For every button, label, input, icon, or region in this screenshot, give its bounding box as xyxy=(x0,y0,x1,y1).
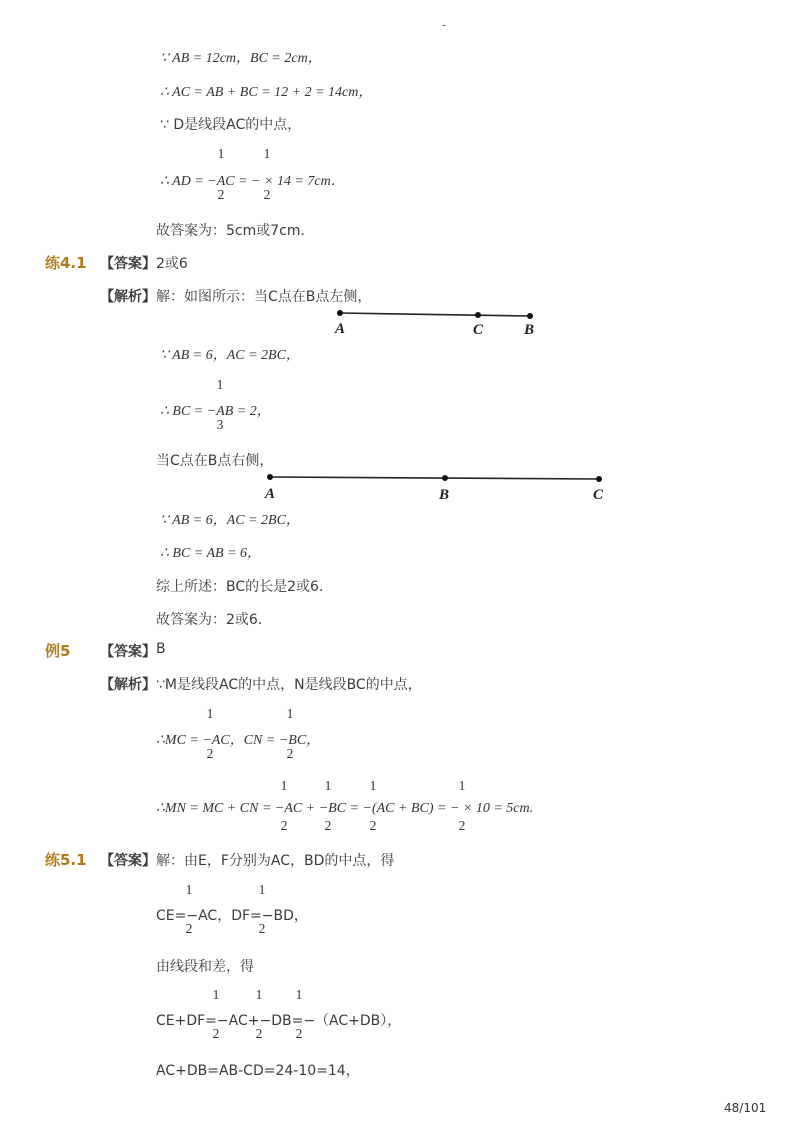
fraction-numerator: 1 xyxy=(217,146,225,161)
fraction-denominator: 2 xyxy=(255,1026,263,1041)
fraction-numerator: 1 xyxy=(369,778,377,793)
page-number: 48/101 xyxy=(724,1101,767,1115)
fraction-numerator: 1 xyxy=(185,882,193,897)
fraction-numerator: 1 xyxy=(258,882,266,897)
analysis-tag: 【解析】 xyxy=(100,677,156,693)
answer-value: B xyxy=(156,641,166,657)
point-label-c: C xyxy=(593,487,604,503)
ac-plus-db-expression: AC+DB=AB-CD=24-10=14， xyxy=(156,1063,360,1079)
fraction-denominator: 2 xyxy=(212,1026,220,1041)
answer-tag: 【答案】 xyxy=(100,644,156,660)
ac-computation: ∴ AC = AB + BC = 12 + 2 = 14cm， xyxy=(160,85,373,100)
fraction-denominator: 2 xyxy=(369,818,377,833)
answer-tag: 【答案】 xyxy=(100,853,156,869)
summary-line: 综上所述：BC的长是2或6． xyxy=(156,579,333,595)
point-label-b: B xyxy=(524,322,535,338)
example-label: 例5 xyxy=(45,642,71,660)
exercise-label: 练4.1 xyxy=(45,254,87,272)
ad-computation: ∴ AD = −AC = − × 14 = 7cm． xyxy=(160,174,345,189)
fraction-denominator: 2 xyxy=(324,818,332,833)
case2-given: ∵ AB = 6，AC = 2BC， xyxy=(160,513,300,528)
segment-difference-statement: 由线段和差，得 xyxy=(156,959,254,975)
fraction-denominator: 3 xyxy=(216,417,224,432)
case1-intro: 解：如图所示：当C点在B点左侧， xyxy=(156,289,372,305)
ce-plus-df-expression: CE+DF=−AC+−DB=−（AC+DB）， xyxy=(156,1013,402,1029)
fraction-denominator: 2 xyxy=(206,746,214,761)
answer-tag: 【答案】 xyxy=(100,256,156,272)
point-label-a: A xyxy=(265,486,276,502)
case1-given: ∵ AB = 6，AC = 2BC， xyxy=(160,348,300,363)
fraction-denominator: 2 xyxy=(280,818,288,833)
fraction-denominator: 2 xyxy=(458,818,466,833)
exercise-label: 练5.1 xyxy=(45,851,87,869)
d-midpoint-statement: ∵ D是线段AC的中点， xyxy=(160,117,302,133)
fraction-numerator: 1 xyxy=(295,987,303,1002)
fraction-denominator: 2 xyxy=(217,187,225,202)
fraction-numerator: 1 xyxy=(212,987,220,1002)
point-label-a: A xyxy=(335,321,346,337)
fraction-denominator: 2 xyxy=(263,187,271,202)
fraction-numerator: 1 xyxy=(324,778,332,793)
ce-df-expression: CE=−AC，DF=−BD， xyxy=(156,908,308,924)
block1-answer: 故答案为：5cm或7cm． xyxy=(156,223,315,239)
point-label-c: C xyxy=(473,322,484,338)
fraction-denominator: 2 xyxy=(258,921,266,936)
analysis-tag: 【解析】 xyxy=(100,289,156,305)
midpoints-statement: ∵M是线段AC的中点，N是线段BC的中点， xyxy=(156,677,422,693)
case1-result: ∴ BC = −AB = 2， xyxy=(160,404,271,419)
mn-expression: ∴MN = MC + CN = −AC + −BC = −(AC + BC) = − × 10 = 5cm. xyxy=(156,801,534,816)
fraction-numerator: 1 xyxy=(255,987,263,1002)
point-label-b: B xyxy=(439,487,450,503)
fraction-numerator: 1 xyxy=(206,706,214,721)
case2-result: ∴ BC = AB = 6， xyxy=(160,546,262,561)
solution-intro: 解：由E，F分别为AC，BD的中点，得 xyxy=(156,853,395,869)
final-answer: 故答案为：2或6． xyxy=(156,612,272,628)
fraction-numerator: 1 xyxy=(216,377,224,392)
point-marker xyxy=(442,475,448,481)
case2-intro: 当C点在B点右侧， xyxy=(156,453,274,469)
fraction-denominator: 2 xyxy=(295,1026,303,1041)
fraction-numerator: 1 xyxy=(280,778,288,793)
fraction-numerator: 1 xyxy=(286,706,294,721)
fraction-denominator: 2 xyxy=(286,746,294,761)
fraction-denominator: 2 xyxy=(185,921,193,936)
point-marker xyxy=(267,474,273,480)
header-mark: - xyxy=(442,18,447,32)
mc-cn-expression: ∴MC = −AC，CN = −BC， xyxy=(156,733,321,748)
segment-line xyxy=(270,477,599,479)
answer-value: 2或6 xyxy=(156,256,188,272)
fraction-numerator: 1 xyxy=(263,146,271,161)
fraction-numerator: 1 xyxy=(458,778,466,793)
point-marker xyxy=(596,476,602,482)
given-ab-bc: ∵ AB = 12cm，BC = 2cm， xyxy=(160,51,322,66)
